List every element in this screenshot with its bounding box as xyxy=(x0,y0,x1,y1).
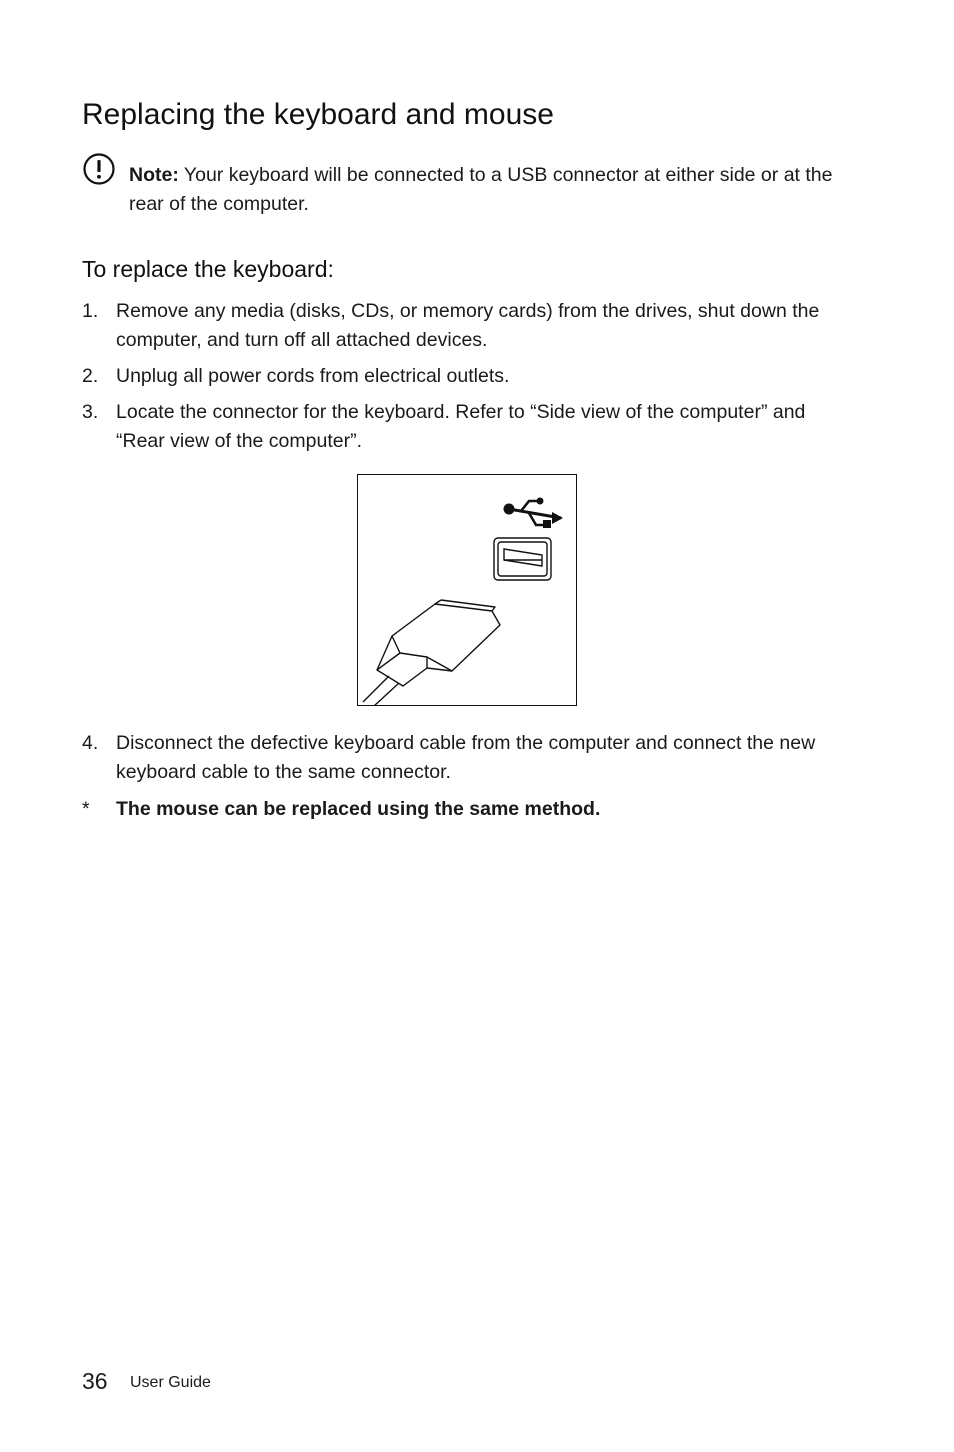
step-4 xyxy=(82,729,852,787)
footnote-text: The mouse can be replaced using the same method. xyxy=(116,798,601,820)
step-number: 3. xyxy=(82,401,99,423)
step-text: Remove any media (disks, CDs, or memory cards) from the drives, shut down the computer, and turn off all attached devices. xyxy=(116,300,820,351)
step-number: 1. xyxy=(82,300,99,322)
page-number: 36 xyxy=(82,1368,108,1394)
step-text: Disconnect the defective keyboard cable from the computer and connect the new keyboard cable to the same connector. xyxy=(116,732,816,783)
step-text: Unplug all power cords from electrical outlets. xyxy=(116,365,510,387)
step-2 xyxy=(82,362,852,391)
step-3 xyxy=(82,398,852,456)
attention-icon xyxy=(82,152,116,186)
note-text: Your keyboard will be connected to a USB connector at either side or at the rear of the computer. xyxy=(129,164,833,215)
step-text: Locate the connector for the keyboard. Refer to “Side view of the computer” and “Rear view of the computer”. xyxy=(116,401,806,452)
footnote xyxy=(82,795,852,824)
usb-connector-figure xyxy=(357,474,577,706)
note-label: Note: xyxy=(129,164,179,186)
footnote-marker: * xyxy=(82,798,90,820)
footer-label: User Guide xyxy=(130,1374,211,1391)
note xyxy=(129,161,849,219)
page-title: Replacing the keyboard and mouse xyxy=(82,98,554,131)
step-number: 4. xyxy=(82,732,99,754)
section-heading: To replace the keyboard: xyxy=(82,256,334,282)
step-number: 2. xyxy=(82,365,99,387)
step-1 xyxy=(82,297,852,355)
